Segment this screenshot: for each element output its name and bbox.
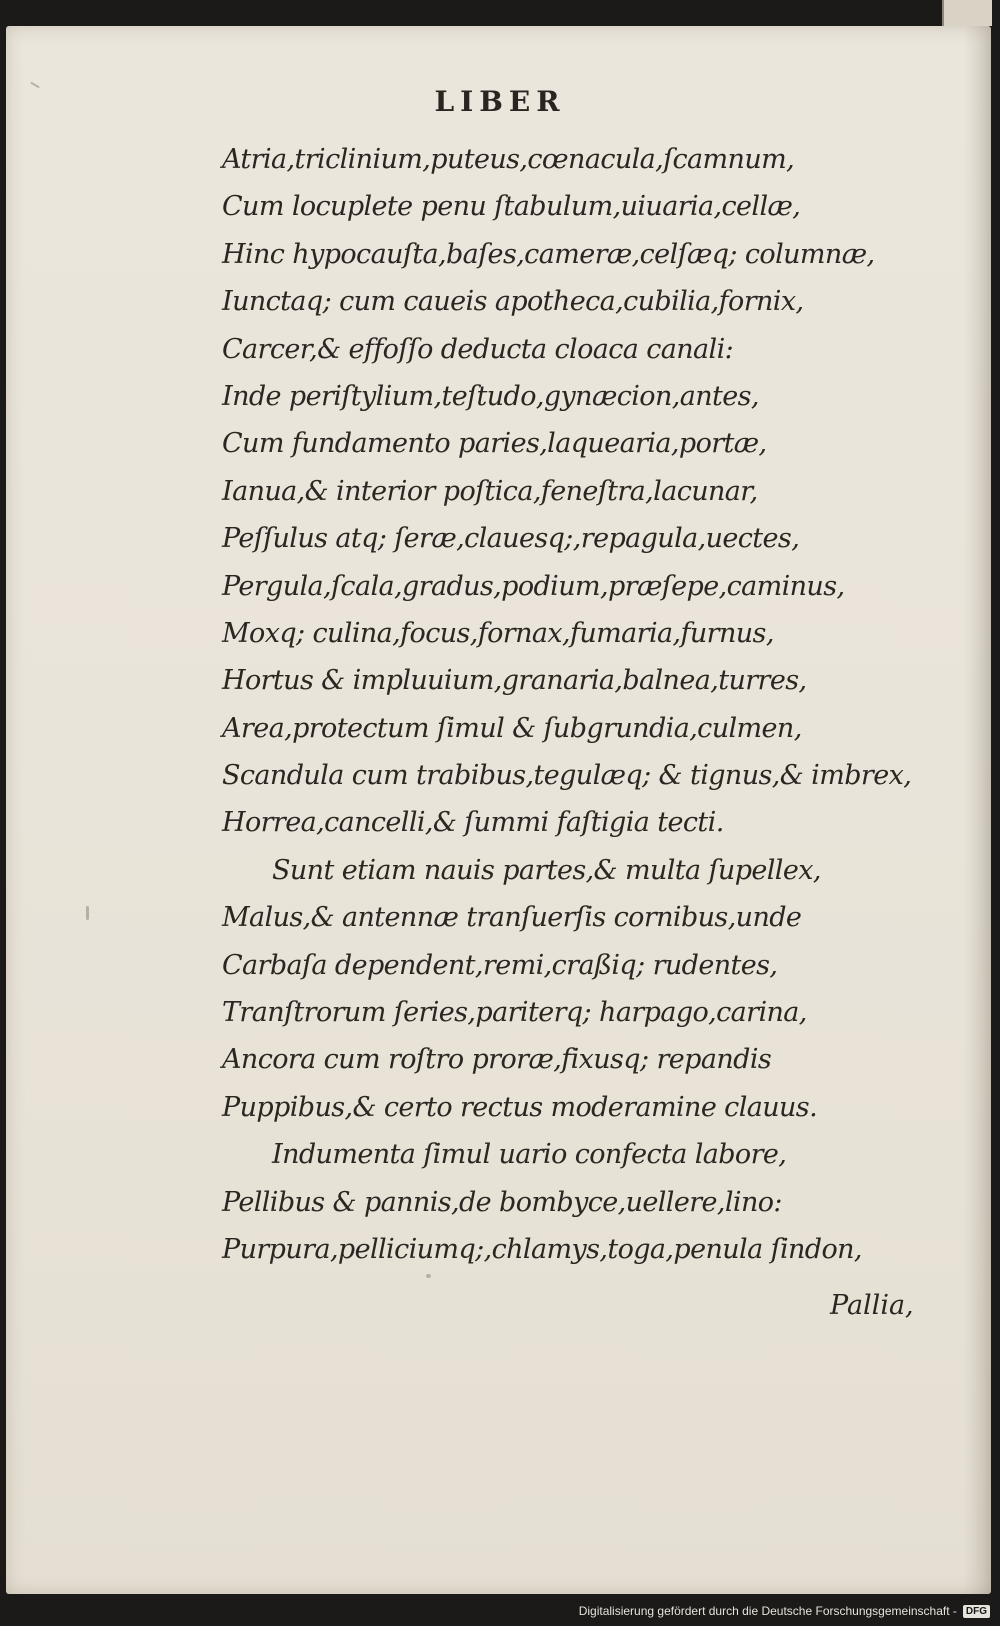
verse-line: Ianua,& interior poſtica,feneſtra,lacunar,	[222, 475, 758, 507]
verse-line: Horrea,cancelli,& ſummi faſtigia tecti.	[222, 807, 724, 839]
verse-line: Iunctaq; cum caueis apotheca,cubilia,fornix,	[222, 286, 804, 318]
verse-line: Sunt etiam nauis partes,& multa ſupellex,	[272, 854, 821, 886]
verse-line: Hinc hypocauſta,baſes,cameræ,celſæq; columnæ,	[222, 238, 875, 270]
verse-line: Area,protectum ſimul & ſubgrundia,culmen,	[222, 712, 802, 744]
verse-line: Peſſulus atq; ſeræ,clauesq;,repagula,uectes,	[222, 523, 800, 555]
verse-line: Pellibus & pannis,de bombyce,uellere,lino:	[222, 1186, 782, 1218]
verse-line: Scandula cum trabibus,tegulæq; & tignus,& imbrex,	[222, 760, 912, 792]
verse-line: Malus,& antennæ tranſuerſis cornibus,unde	[222, 902, 802, 934]
page-corner-notch	[942, 0, 992, 26]
verse-line: Cum locuplete penu ſtabulum,uiuaria,cellæ,	[222, 191, 801, 223]
verse-line: Purpura,pelliciumq;,chlamys,toga,penula ſindon,	[222, 1233, 862, 1265]
verse-line: Pergula,ſcala,gradus,podium,præſepe,caminus,	[222, 570, 845, 602]
verse-line: Indumenta ſimul uario confecta labore,	[272, 1139, 787, 1171]
verse-line: Carbaſa dependent,remi,craßiq; rudentes,	[222, 949, 778, 981]
catchword: Pallia,	[830, 1290, 914, 1321]
verse-line: Cum fundamento paries,laquearia,portæ,	[222, 428, 767, 460]
running-head: LIBER	[434, 85, 566, 118]
verse-line: Ancora cum roſtro proræ,fixusq; repandis	[222, 1044, 772, 1076]
verse-line: Atria,triclinium,puteus,cœnacula,ſcamnum,	[222, 144, 795, 175]
verse-line: Puppibus,& certo rectus moderamine clauus.	[222, 1091, 818, 1123]
verse-line: Carcer,& effoſſo deducta cloaca canali:	[222, 333, 734, 365]
verse-line: Tranſtrorum ſeries,pariterq; harpago,carina,	[222, 997, 807, 1029]
digitization-footer	[579, 1600, 990, 1622]
paper-speck	[86, 906, 89, 920]
paper-speck	[426, 1274, 431, 1278]
verse-line: Inde periſtylium,teſtudo,gynæcion,antes,	[222, 380, 759, 412]
verse-text-block	[222, 136, 942, 1273]
verse-line: Hortus & impluuium,granaria,balnea,turres,	[222, 665, 807, 697]
digitization-credit: Digitalisierung gefördert durch die Deutsche Forschungsgemeinschaft -	[578, 1604, 957, 1618]
verse-line: Moxq; culina,focus,fornax,fumaria,furnus,	[222, 617, 774, 649]
page-edge-shadow	[963, 26, 991, 1594]
dfg-logo-icon: DFG	[963, 1605, 990, 1618]
